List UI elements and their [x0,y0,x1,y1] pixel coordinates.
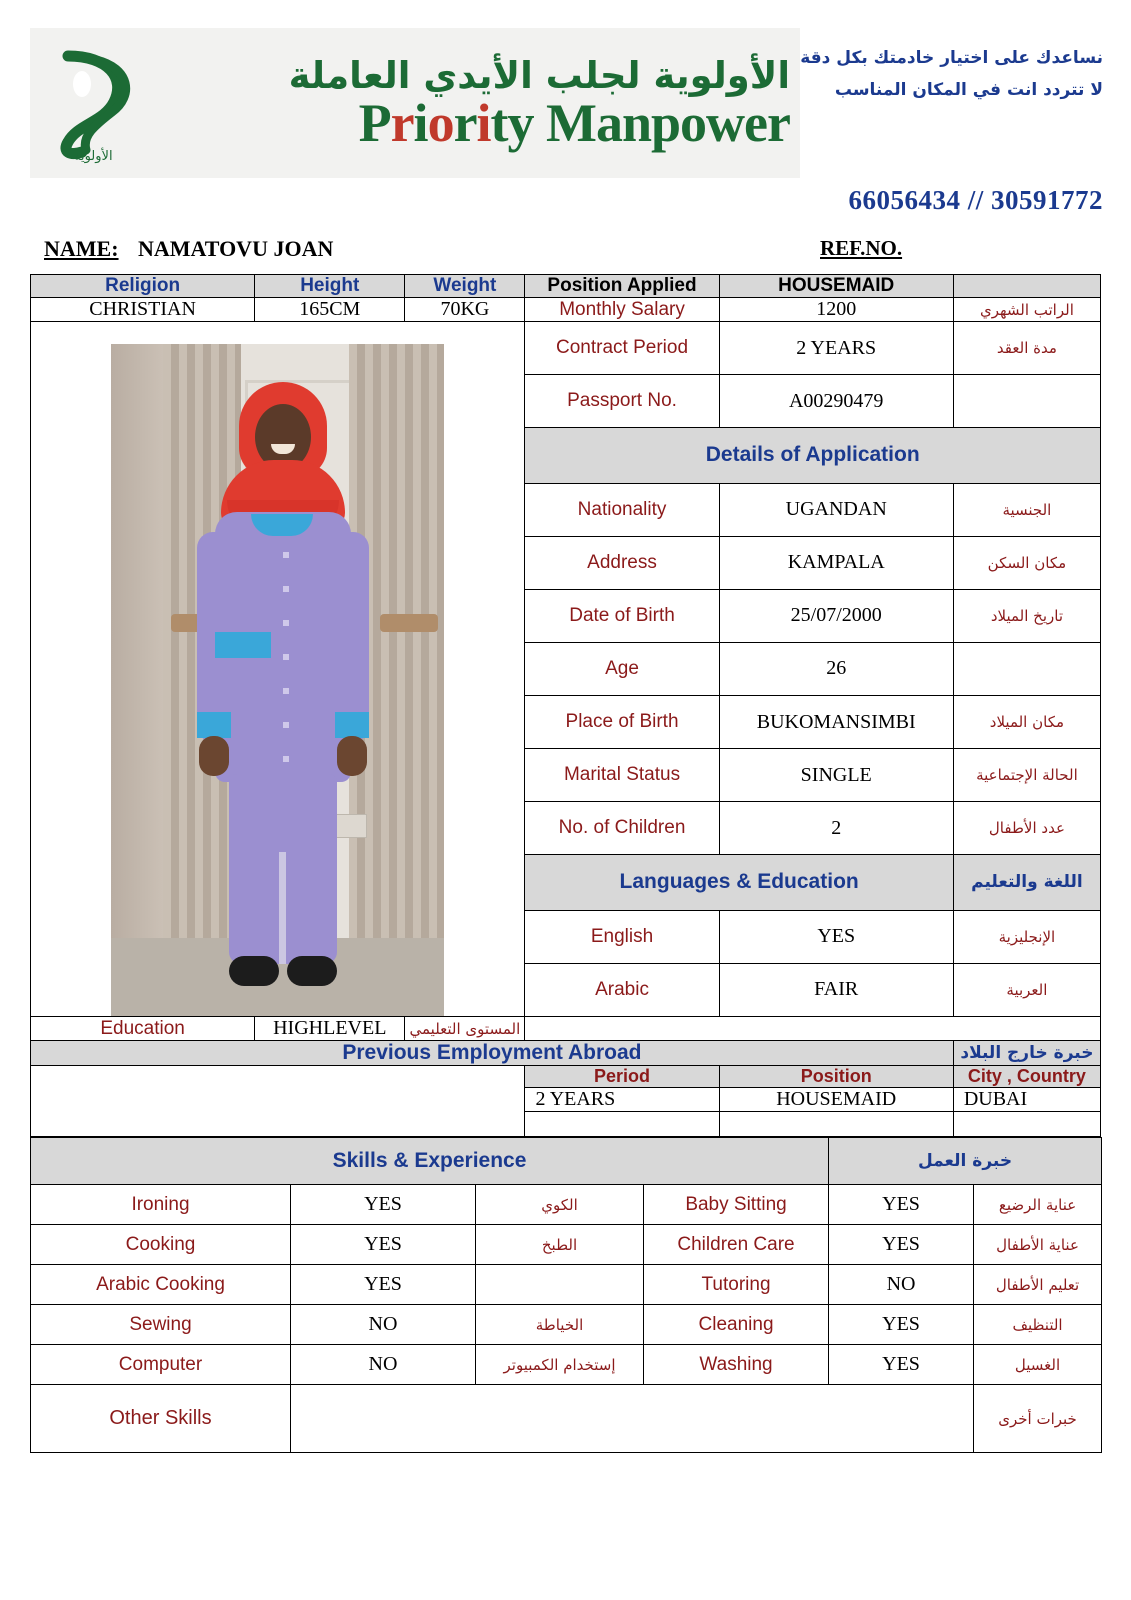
weight-header: Weight [405,275,525,298]
document-header [0,0,1131,230]
position-applied-value: HOUSEMAID [719,275,953,298]
marital-status-value: SINGLE [719,749,953,802]
education-value: HIGHLEVEL [255,1017,405,1041]
skill-sewing-value: NO [291,1305,476,1345]
age-label: Age [525,642,719,695]
english-value: YES [719,910,953,963]
skills-section-title-arabic: خبرة العمل [829,1138,1102,1185]
skill-tutoring-value: NO [829,1265,974,1305]
skills-table [30,1137,1102,1453]
employment-section-title-arabic: خبرة خارج البلاد [953,1041,1100,1066]
passport-arabic [953,375,1100,428]
employment-row-1-position: HOUSEMAID [719,1088,953,1112]
table-row [31,275,1101,298]
skill-arabic-cooking-arabic [476,1265,644,1305]
table-row [31,1185,1102,1225]
skill-ironing-value: YES [291,1185,476,1225]
age-value: 26 [719,642,953,695]
priority-manpower-logo-icon [38,38,168,168]
employment-row-2-position [719,1112,953,1137]
employment-section-title: Previous Employment Abroad [31,1041,954,1066]
nationality-value: UGANDAN [719,483,953,536]
skill-baby-sitting-value: YES [829,1185,974,1225]
height-value: 165CM [255,298,405,322]
table-row [31,298,1101,322]
nationality-arabic: الجنسية [953,483,1100,536]
main-info-table [30,274,1101,1137]
religion-value: CHRISTIAN [31,298,255,322]
skill-computer-arabic: إستخدام الكمبيوتر [476,1345,644,1385]
monthly-salary-value: 1200 [719,298,953,322]
other-skills-label: Other Skills [31,1385,291,1453]
table-row [31,1017,1101,1041]
monthly-salary-label: Monthly Salary [525,298,719,322]
table-row [31,1138,1102,1185]
other-skills-value [291,1385,974,1453]
candidate-name: NAMATOVU JOAN [138,236,334,261]
address-arabic: مكان السكن [953,536,1100,589]
date-of-birth-arabic: تاريخ الميلاد [953,589,1100,642]
table-row [31,1066,1101,1088]
other-skills-arabic: خبرات أخرى [974,1385,1102,1453]
skill-sewing-label: Sewing [31,1305,291,1345]
contract-period-arabic: مدة العقد [953,322,1100,375]
children-count-label: No. of Children [525,802,719,855]
skill-children-care-arabic: عناية الأطفال [974,1225,1102,1265]
english-label: English [525,910,719,963]
position-applied-arabic [953,275,1100,298]
passport-value: A00290479 [719,375,953,428]
weight-value: 70KG [405,298,525,322]
education-label: Education [31,1017,255,1041]
employment-col-city-country: City , Country [953,1066,1100,1088]
address-label: Address [525,536,719,589]
table-row [31,1112,1101,1137]
age-arabic [953,642,1100,695]
date-of-birth-value: 25/07/2000 [719,589,953,642]
name-row [30,230,1101,274]
skill-children-care-label: Children Care [644,1225,829,1265]
contract-period-value: 2 YEARS [719,322,953,375]
employment-row-1-period: 2 YEARS [525,1088,719,1112]
skill-cleaning-label: Cleaning [644,1305,829,1345]
religion-header: Religion [31,275,255,298]
skill-ironing-arabic: الكوي [476,1185,644,1225]
skill-baby-sitting-label: Baby Sitting [644,1185,829,1225]
table-row [31,1041,1101,1066]
skill-children-care-value: YES [829,1225,974,1265]
employment-row-2-city-country [953,1112,1100,1137]
employment-row-2-period [525,1112,719,1137]
arabic-label: Arabic [525,963,719,1016]
children-count-arabic: عدد الأطفال [953,802,1100,855]
skill-sewing-arabic: الخياطة [476,1305,644,1345]
contact-phone-numbers: 66056434 // 30591772 [848,185,1103,215]
skill-washing-value: YES [829,1345,974,1385]
svg-text:الأولوية: الأولوية [74,149,113,164]
employment-col-period: Period [525,1066,719,1088]
contract-period-label: Contract Period [525,322,719,375]
table-row [31,1225,1102,1265]
monthly-salary-arabic: الراتب الشهري [953,298,1100,322]
languages-section-title: Languages & Education [525,855,953,910]
header-tagline [800,42,1103,107]
candidate-photo [111,344,444,1016]
arabic-value: FAIR [719,963,953,1016]
skill-cleaning-arabic: التنظيف [974,1305,1102,1345]
passport-label: Passport No. [525,375,719,428]
skill-tutoring-label: Tutoring [644,1265,829,1305]
place-of-birth-value: BUKOMANSIMBI [719,695,953,748]
skill-computer-value: NO [291,1345,476,1385]
skill-cleaning-value: YES [829,1305,974,1345]
employment-row-1-city-country: DUBAI [953,1088,1100,1112]
table-row [31,1088,1101,1112]
arabic-arabic: العربية [953,963,1100,1016]
employment-col-position: Position [719,1066,953,1088]
skill-computer-label: Computer [31,1345,291,1385]
table-row [31,1345,1102,1385]
english-arabic: الإنجليزية [953,910,1100,963]
place-of-birth-label: Place of Birth [525,695,719,748]
height-header: Height [255,275,405,298]
skill-washing-label: Washing [644,1345,829,1385]
date-of-birth-label: Date of Birth [525,589,719,642]
company-logo-block [30,28,800,178]
table-row [31,1265,1102,1305]
skill-cooking-arabic: الطبخ [476,1225,644,1265]
logo-arabic-text: الأولوية لجلب الأيدي العاملة [288,53,790,97]
tagline-line-2: لا تتردد انت في المكان المناسب [834,80,1103,101]
place-of-birth-arabic: مكان الميلاد [953,695,1100,748]
table-row [31,1305,1102,1345]
skill-washing-arabic: الغسيل [974,1345,1102,1385]
skill-cooking-value: YES [291,1225,476,1265]
skill-baby-sitting-arabic: عناية الرضيع [974,1185,1102,1225]
skill-arabic-cooking-label: Arabic Cooking [31,1265,291,1305]
skill-ironing-label: Ironing [31,1185,291,1225]
reference-number-label: REF.NO. [820,236,903,260]
table-row [31,322,1101,375]
address-value: KAMPALA [719,536,953,589]
skill-arabic-cooking-value: YES [291,1265,476,1305]
candidate-photo-cell [31,322,525,1017]
education-arabic: المستوى التعليمي [405,1017,525,1041]
languages-section-title-arabic: اللغة والتعليم [953,855,1100,910]
position-applied-label: Position Applied [525,275,719,298]
name-label: NAME: [44,236,119,261]
children-count-value: 2 [719,802,953,855]
skill-cooking-label: Cooking [31,1225,291,1265]
skill-tutoring-arabic: تعليم الأطفال [974,1265,1102,1305]
marital-status-label: Marital Status [525,749,719,802]
tagline-line-1: نساعدك على اختيار خادمتك بكل دقة [800,48,1103,68]
details-section-title: Details of Application [525,428,1101,483]
nationality-label: Nationality [525,483,719,536]
table-row [31,1385,1102,1453]
logo-latin-text: Priority Manpower [358,92,790,153]
skills-section-title: Skills & Experience [31,1138,829,1185]
marital-status-arabic: الحالة الإجتماعية [953,749,1100,802]
